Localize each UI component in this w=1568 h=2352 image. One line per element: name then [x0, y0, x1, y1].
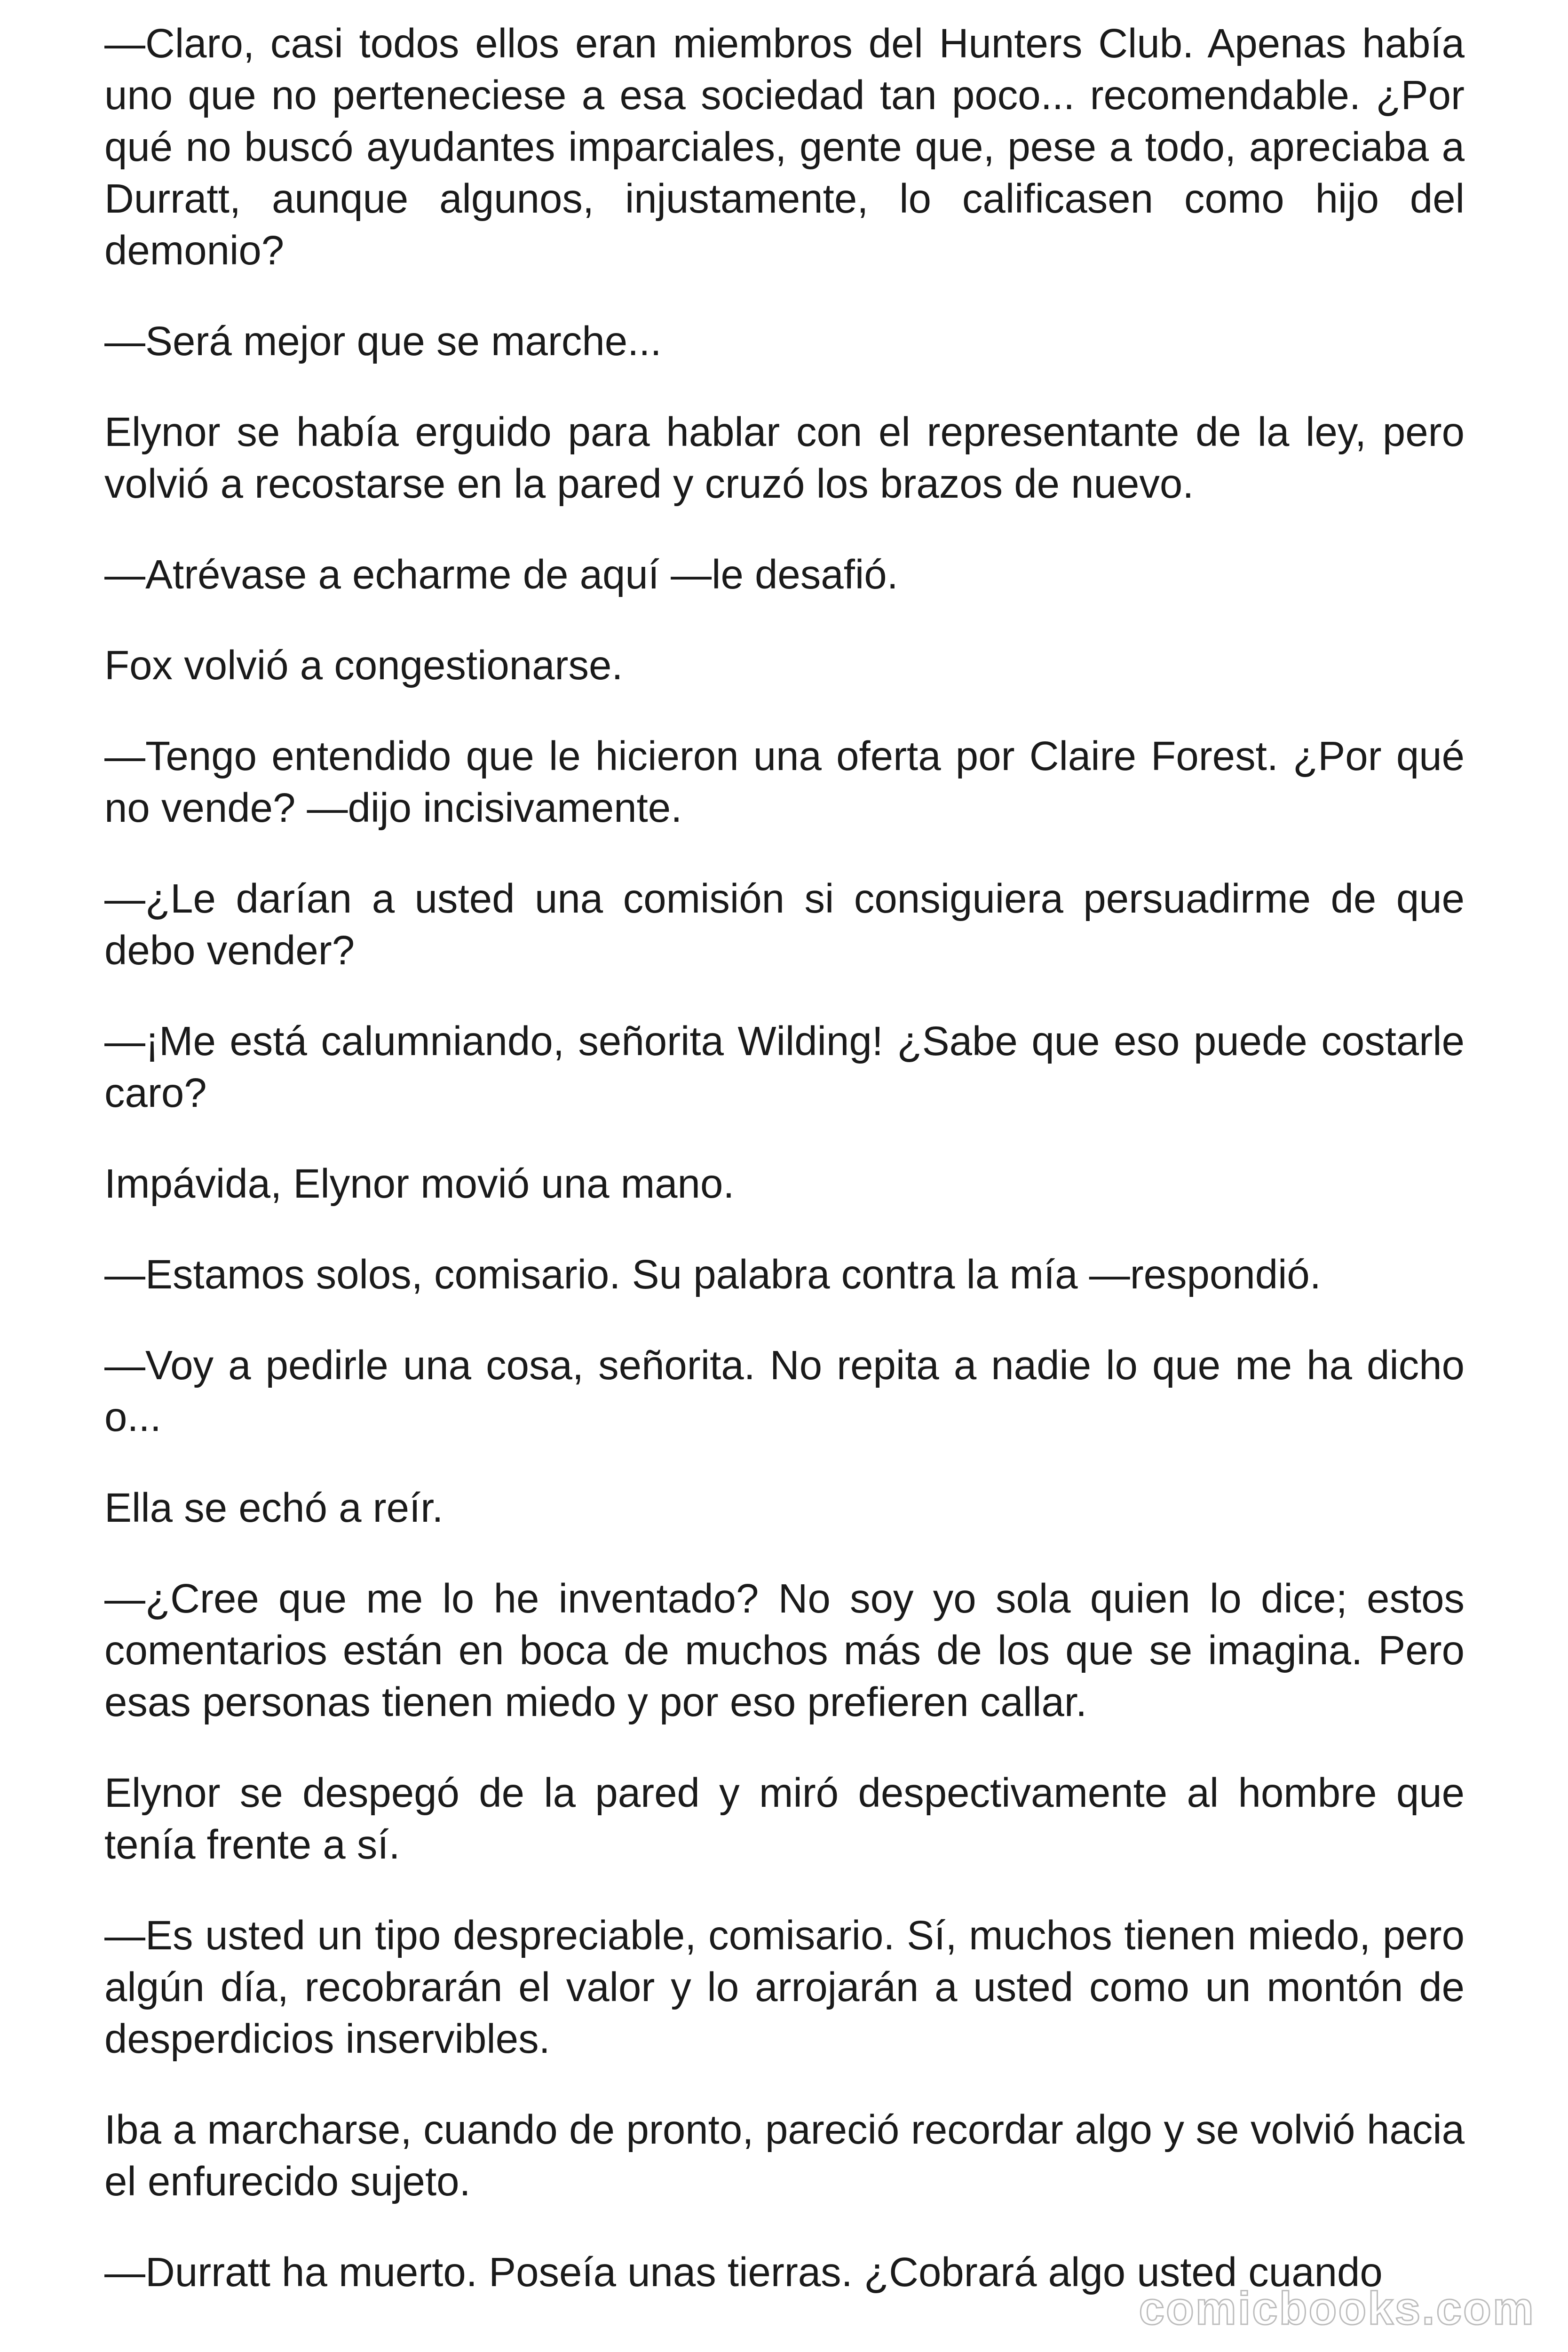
paragraph: Elynor se despegó de la pared y miró despectivamente al hombre que tenía frente a sí. [104, 1770, 1465, 1867]
paragraph: —Voy a pedirle una cosa, señorita. No repita a nadie lo que me ha dicho o... [104, 1343, 1465, 1440]
paragraph: —¡Me está calumniando, señorita Wilding! ¿Sabe que eso puede costarle caro? [104, 1018, 1465, 1116]
paragraph: —Durratt ha muerto. Poseía unas tierras. ¿Cobrará algo usted cuando [104, 2249, 1383, 2295]
body-text [104, 18, 1465, 2298]
paragraph: —Claro, casi todos ellos eran miembros del Hunters Club. Apenas había uno que no perteneciese a esa sociedad tan poco... recomendable. ¿Por qué no buscó ayudantes imparciales, gente que, pese a todo, apreciaba a Durratt, aunque algunos, injustamente, lo calificasen como hijo del demonio? [104, 21, 1465, 273]
watermark-logo: comicbooks.com [1139, 2282, 1535, 2334]
paragraph: —Atrévase a echarme de aquí —le desafió. [104, 552, 898, 597]
paragraph: —¿Le darían a usted una comisión si consiguiera persuadirme de que debo vender? [104, 876, 1465, 973]
paragraph: —Será mejor que se marche... [104, 318, 662, 364]
paragraph: —Tengo entendido que le hicieron una oferta por Claire Forest. ¿Por qué no vende? —dijo incisivamente. [104, 733, 1465, 831]
paragraph: Iba a marcharse, cuando de pronto, pareció recordar algo y se volvió hacia el enfurecido sujeto. [104, 2107, 1465, 2204]
paragraph: —¿Cree que me lo he inventado? No soy yo sola quien lo dice; estos comentarios están en boca de muchos más de los que se imagina. Pero esas personas tienen miedo y por eso prefieren callar. [104, 1576, 1465, 1725]
paragraph: Impávida, Elynor movió una mano. [104, 1161, 735, 1207]
paragraph: —Estamos solos, comisario. Su palabra contra la mía —respondió. [104, 1252, 1321, 1297]
paragraph: Fox volvió a congestionarse. [104, 643, 623, 688]
paragraph: —Es usted un tipo despreciable, comisario. Sí, muchos tienen miedo, pero algún día, recobrarán el valor y lo arrojarán a usted como un montón de desperdicios inservibles. [104, 1913, 1465, 2062]
paragraph: Elynor se había erguido para hablar con el representante de la ley, pero volvió a recostarse en la pared y cruzó los brazos de nuevo. [104, 409, 1465, 507]
paragraph: Ella se echó a reír. [104, 1485, 443, 1531]
